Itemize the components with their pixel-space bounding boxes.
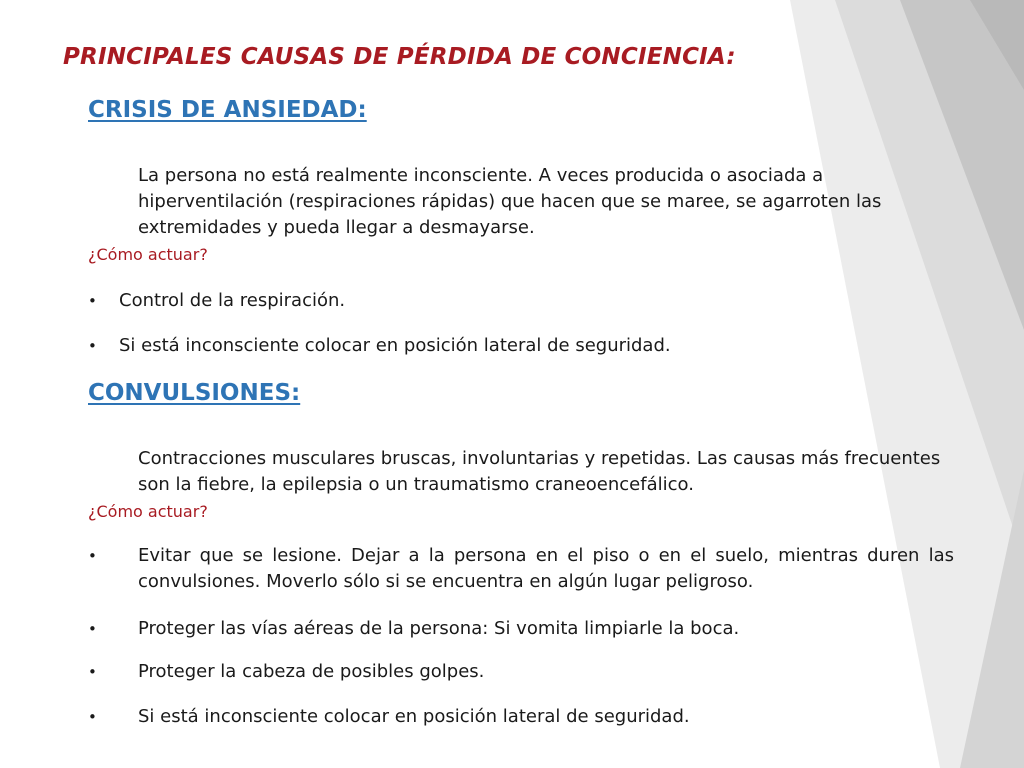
list-item-text: Evitar que se lesione. Dejar a la persona en el piso o en el suelo, mientras duren las convulsiones. Moverlo sólo si se encuentra en algún lugar peligroso. — [138, 545, 954, 592]
how-to-act-subheading-convulsions: ¿Cómo actuar? — [88, 502, 208, 521]
list-item-text: Control de la respiración. — [119, 290, 346, 311]
slide-title: PRINCIPALES CAUSAS DE PÉRDIDA DE CONCIENCIA: — [63, 44, 736, 70]
list-item — [88, 704, 690, 730]
bullet-icon: • — [88, 292, 97, 310]
list-item — [88, 288, 345, 314]
list-item — [88, 616, 739, 642]
bullet-icon: • — [88, 708, 97, 726]
list-item-text: Proteger las vías aéreas de la persona: Si vomita limpiarle la boca. — [138, 618, 740, 639]
list-item — [88, 333, 671, 359]
bullet-icon: • — [88, 663, 97, 681]
list-item-text: Si está inconsciente colocar en posición lateral de seguridad. — [119, 335, 671, 356]
section-heading-convulsions: CONVULSIONES: — [88, 380, 301, 406]
list-item-text: Proteger la cabeza de posibles golpes. — [138, 661, 485, 682]
section-description-anxiety: La persona no está realmente inconsciente. A veces producida o asociada a hiperventilación (respiraciones rápidas) que hacen que se maree, se agarroten las extremidades y pueda llegar a desmayarse. — [138, 165, 882, 238]
list-item-text: Si está inconsciente colocar en posición lateral de seguridad. — [138, 706, 690, 727]
list-item — [88, 659, 484, 685]
bullet-icon: • — [88, 337, 97, 355]
list-item — [88, 543, 954, 595]
section-description-convulsions: Contracciones musculares bruscas, involuntarias y repetidas. Las causas más frecuentes son la fiebre, la epilepsia o un traumatismo craneoencefálico. — [138, 448, 941, 495]
bullet-icon: • — [88, 547, 97, 565]
section-heading-anxiety: CRISIS DE ANSIEDAD: — [88, 97, 367, 123]
bullet-icon: • — [88, 620, 97, 638]
how-to-act-subheading-anxiety: ¿Cómo actuar? — [88, 245, 208, 264]
